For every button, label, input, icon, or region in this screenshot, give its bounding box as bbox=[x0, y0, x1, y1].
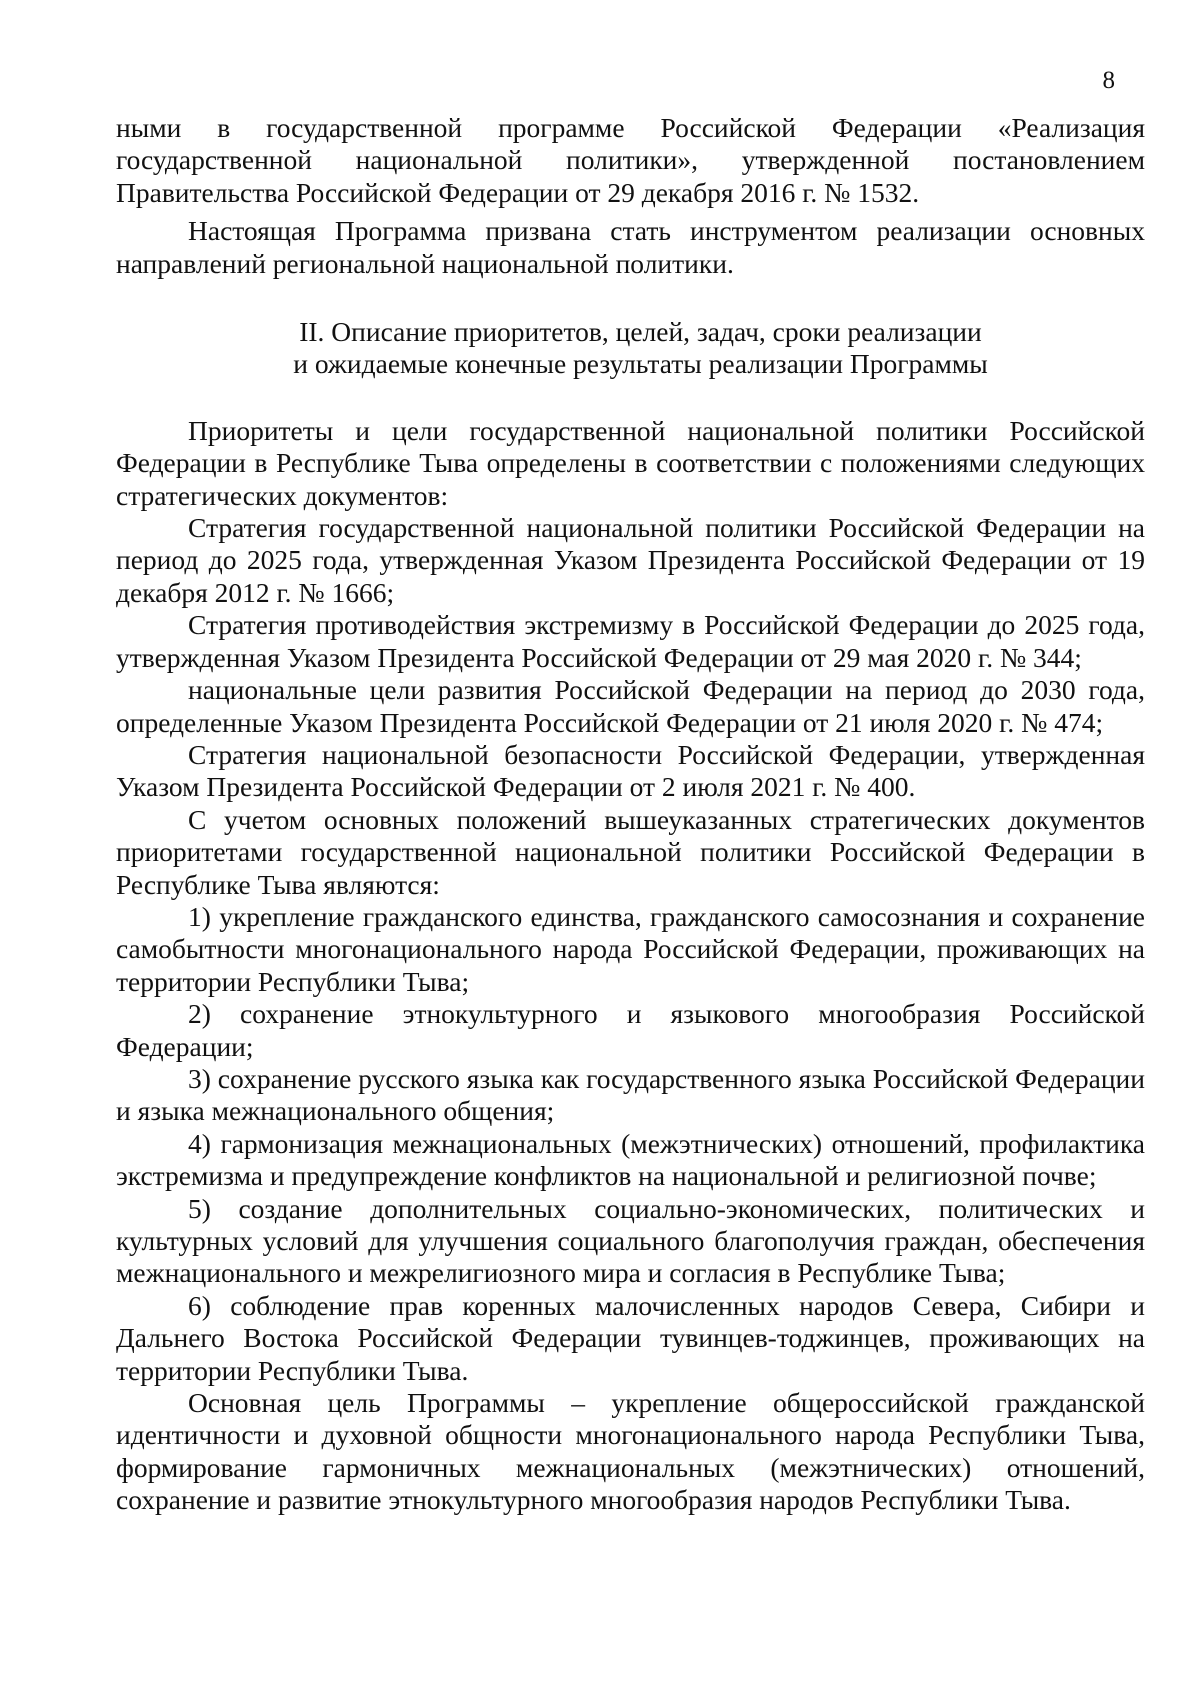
page-number: 8 bbox=[1102, 67, 1115, 94]
list-item-priority-1: 1) укрепление гражданского единства, гражданского самосознания и сохранение самобытности многонационального народа Российской Федерации, проживающих на территории Республики Тыва; bbox=[116, 900, 1145, 997]
section-heading bbox=[116, 316, 1145, 381]
list-item-priority-5: 5) создание дополнительных социально-экономических, политических и культурных условий для улучшения социального благополучия граждан, обеспечения межнационального и межрелигиозного мира и согласия в Республике Тыва; bbox=[116, 1192, 1145, 1289]
paragraph-priorities-list-intro: С учетом основных положений вышеуказанных стратегических документов приоритетами государственной национальной политики Российской Федерации в Республике Тыва являются: bbox=[116, 803, 1145, 900]
list-item-priority-2: 2) сохранение этнокультурного и языкового многообразия Российской Федерации; bbox=[116, 998, 1145, 1062]
paragraph-national-security: Стратегия национальной безопасности Российской Федерации, утвержденная Указом Президента Российской Федерации от 2 июля 2021 г. № 400. bbox=[116, 738, 1145, 803]
section-heading-line-1: II. Описание приоритетов, целей, задач, сроки реализации bbox=[299, 316, 982, 348]
document-body bbox=[116, 112, 1145, 1517]
section-heading-line-2: и ожидаемые конечные результаты реализации Программы bbox=[293, 348, 988, 380]
paragraph-strategy-national-policy: Стратегия государственной национальной политики Российской Федерации на период до 2025 года, утвержденная Указом Президента Российской Федерации от 19 декабря 2012 г. № 1666; bbox=[116, 512, 1145, 608]
list-item-priority-6: 6) соблюдение прав коренных малочисленных народов Севера, Сибири и Дальнего Востока Российской Федерации тувинцев-тоджинцев, проживающих на территории Республики Тыва. bbox=[116, 1289, 1145, 1386]
list-item-priority-3: 3) сохранение русского языка как государственного языка Российской Федерации и языка межнационального общения; bbox=[116, 1062, 1145, 1127]
paragraph-national-goals: национальные цели развития Российской Федерации на период до 2030 года, определенные Указом Президента Российской Федерации от 21 июля 2020 г. № 474; bbox=[116, 674, 1145, 738]
paragraph-continuation: ными в государственной программе Российской Федерации «Реализация государственной национальной политики», утвержденной постановлением Правительства Российской Федерации от 29 декабря 2016 г. № 1532. bbox=[116, 112, 1145, 208]
paragraph-main-goal: Основная цель Программы – укрепление общероссийской гражданской идентичности и духовной общности многонационального народа Республики Тыва, формирование гармоничных межнациональных (межэтнических) отношений, сохранение и развитие этнокультурного многообразия народов Республики Тыва. bbox=[116, 1387, 1145, 1516]
paragraph-program-purpose: Настоящая Программа призвана стать инструментом реализации основных направлений региональной национальной политики. bbox=[116, 215, 1145, 279]
paragraph-priorities-intro: Приоритеты и цели государственной национальной политики Российской Федерации в Республике Тыва определены в соответствии с положениями следующих стратегических документов: bbox=[116, 414, 1145, 511]
paragraph-strategy-extremism: Стратегия противодействия экстремизму в Российской Федерации до 2025 года, утвержденная Указом Президента Российской Федерации от 29 мая 2020 г. № 344; bbox=[116, 609, 1145, 673]
list-item-priority-4: 4) гармонизация межнациональных (межэтнических) отношений, профилактика экстремизма и предупреждение конфликтов на национальной и религиозной почве; bbox=[116, 1127, 1145, 1192]
